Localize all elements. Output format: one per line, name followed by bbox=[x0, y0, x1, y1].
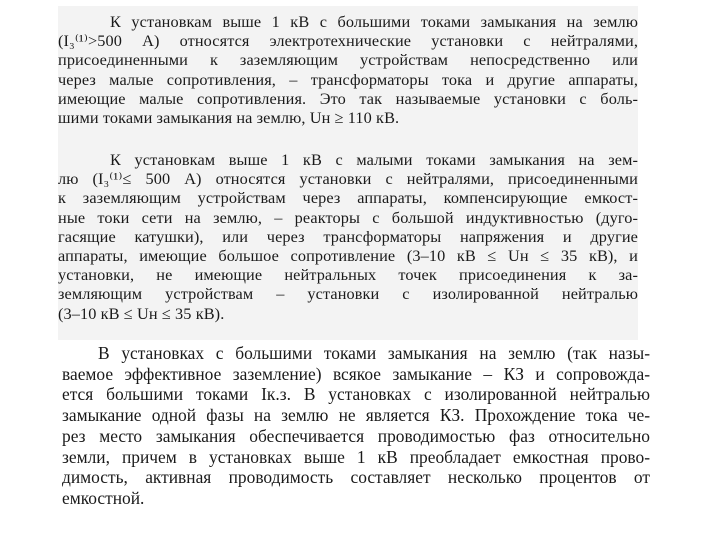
text-line: шими токами замыкания на землю, Uн ≥ 110 кВ. bbox=[58, 108, 400, 128]
text-line: ные токи сети на землю, – реакторы с большой индуктивностью (дуго- bbox=[58, 207, 638, 227]
text-line: К установкам выше 1 кВ с большими токами замыкания на землю bbox=[110, 12, 638, 31]
text-line: к заземляющим устройствам через аппараты, компенсирующие емкост- bbox=[58, 188, 638, 208]
text-line: В установках с большими токами замыкания на землю (так назы- bbox=[98, 343, 650, 363]
text-line: аппараты, имеющие большое сопротивление (3–10 кВ ≤ Uн ≤ 35 кВ), и bbox=[58, 246, 638, 266]
text-line: емкостной. bbox=[62, 487, 145, 508]
text-line: К установкам выше 1 кВ с малыми токами замыкания на зем- bbox=[110, 150, 638, 169]
scan-paragraph-small-currents bbox=[58, 150, 638, 323]
text-line: земли, причем в установках выше 1 кВ преобладает емкостная прово- bbox=[62, 446, 650, 467]
text-line: димость, активная проводимость составляет несколько процентов от bbox=[62, 467, 650, 488]
text-line: (3–10 кВ ≤ Uн ≤ 35 кВ). bbox=[58, 303, 225, 323]
text-line: лю (I₃⁽¹⁾≤ 500 А) относятся установки с нейтралями, присоединенными bbox=[58, 169, 638, 189]
text-line: гасящие катушки), или через трансформаторы напряжения и другие bbox=[58, 226, 638, 246]
scanned-textbook-excerpt bbox=[58, 6, 638, 340]
text-line: имеющие малые сопротивления. Это так называемые установки с боль- bbox=[58, 88, 638, 108]
body-paragraph-effective-grounding bbox=[62, 343, 650, 509]
text-line: присоединенными к заземляющим устройствам непосредственно или bbox=[58, 50, 638, 70]
text-line: через малые сопротивления, – трансформаторы тока и другие аппараты, bbox=[58, 69, 638, 89]
text-line: ваемое эффективное заземление) всякое замыкание – КЗ и сопровожда- bbox=[62, 363, 650, 384]
text-line: замыкание одной фазы на землю не является КЗ. Прохождение тока че- bbox=[62, 405, 650, 426]
text-line: (I₃⁽¹⁾>500 А) относятся электротехнические установки с нейтралями, bbox=[58, 31, 638, 51]
text-line: рез место замыкания обеспечивается проводимостью фаз относительно bbox=[62, 425, 650, 446]
text-line: ется большими токами Iк.з. В установках с изолированной нейтралью bbox=[62, 384, 650, 405]
scan-paragraph-large-currents bbox=[58, 12, 638, 127]
text-line: установки, не имеющие нейтральных точек присоединения к за- bbox=[58, 265, 638, 285]
text-line: земляющим устройствам – установки с изолированной нейтралью bbox=[58, 284, 638, 304]
